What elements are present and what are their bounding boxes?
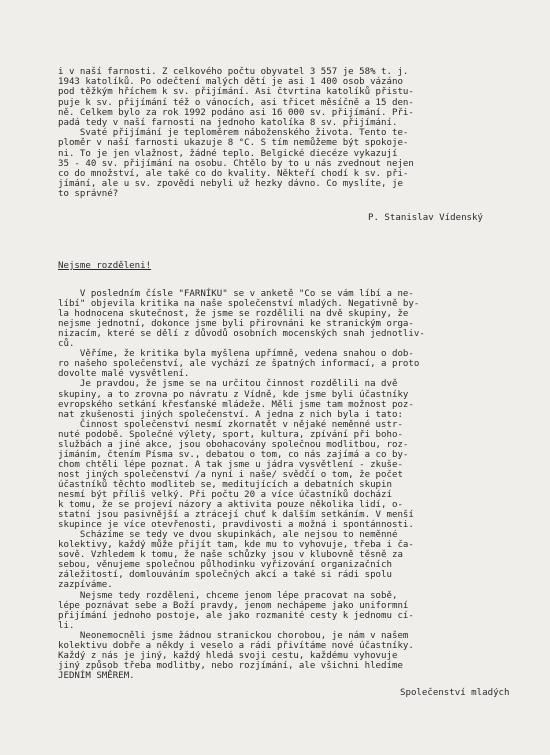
text-line: kolektivy, každý může přijít tam, kde mu to vyhovuje, třeba i ča- [58, 540, 414, 551]
text-line: to správné? [58, 189, 119, 200]
author-signature: P. Stanislav Vídenský [368, 213, 483, 223]
text-line: statní jsou pasivnější a ztrácejí chuť k dalším setkáním. V menší [58, 510, 414, 521]
text-line: jímání, ale u sv. zpovědi nebyli už hezky dávno. Co myslíte, je [58, 179, 403, 190]
text-line: pod těžkým hříchem k sv. přijímání. Asi čtvrtina katolíků přistu- [58, 87, 414, 98]
text-line: nejsme jednotní, dokonce jsme byli přirovnáni ke stranickým orga- [58, 319, 414, 330]
text-line: chom chtěli lépe poznat. A tak jsme u jádra vysvětlení - zkuše- [58, 459, 403, 470]
text-line: kolektivu dobře a někdy i veselo a rádi přivítáme nové účastníky. [58, 640, 414, 651]
text-line: ro našeho společenství, ale vychází ze špatných informací, a proto [58, 359, 420, 370]
text-line: dovolte malé vysvětlení. [58, 369, 190, 380]
text-line: JEDNÍM SMĚREM. [58, 670, 135, 681]
text-line: záležitostí, domlouváním společných akcí a také si rádi spolu [58, 570, 392, 581]
text-line: ni. To je jen vlažnost, žádné teplo. Belgické diecéze vykazují [58, 148, 398, 159]
text-line: V posledním čísle "FARNÍKU" se v anketě "Co se vám líbí a ne- [58, 289, 414, 299]
text-line: sebou, věnujeme společnou půlhodinku vyřizování organizačních [58, 560, 392, 571]
text-line: lépe poznávat sebe a Boží pravdy, jenom nechápeme jako uniformní [58, 600, 409, 611]
text-line: Neonemocněli jsme žádnou stranickou chorobou, je nám v našem [58, 630, 409, 641]
text-line: padá tedy v naší farnosti na jednoho katolíka 8 sv. přijímání. [58, 118, 398, 128]
text-line: Činnost společenství nesmí zkornatět v nějaké neměnné ustr- [58, 419, 403, 430]
text-line: Je pravdou, že jsme se na určitou činnost rozdělili na dvě [58, 379, 398, 390]
text-line: nesmí být příliš velký. Při počtu 20 a více účastníků dochází [58, 490, 392, 500]
text-line: ně. Celkem bylo za rok 1992 podáno asi 16 000 sv. přijímání. Při- [58, 107, 414, 118]
text-line: službách a jiné akce, jsou obohacovány společnou modlitbou, roz- [58, 439, 409, 450]
text-line: Svaté přijímání je teploměrem náboženského života. Tento te- [58, 128, 409, 139]
author-signature: Společenství mladých [400, 688, 510, 698]
text-line: nuté podobě. Společné výlety, sport, kultura, zpívání při boho- [58, 429, 403, 440]
text-line: evropského setkání křesťanské mládeže. Měli jsme tam možnost poz- [58, 399, 414, 410]
text-line: 1943 katolíků. Po odečtení malých dětí je asi 1 400 osob vázáno [58, 77, 403, 88]
text-line: puje k sv. přijímání též o vánocích, asi třicet měsíčně a 15 den- [58, 97, 414, 108]
text-line: skupiny, a to zrovna po návratu z Vídně, kde jsme byli účastníky [58, 389, 409, 400]
text-line: la hodnocena skutečnost, že jsme se rozdělili na dvě skupiny, že [58, 309, 409, 320]
text-line: nizacím, které se dělí z důvodů osobních mocenských snah jednotliv- [58, 329, 425, 340]
text-line: ploměr v naší farnosti ukazuje 8 °C. S tím nemůžeme být spokoje- [58, 138, 409, 149]
text-line: li. [58, 620, 75, 631]
text-line: jímáním, čtením Písma sv., debatou o tom, co nás zajímá a co by- [58, 449, 409, 460]
text-line: co do množství, ale také co do kvality. Někteří chodí k sv. při- [58, 169, 409, 179]
text-line: skupince je více otevřenosti, pravdivosti a možná i spontánnosti. [58, 520, 414, 531]
text-line: sově. Vzhledem k tomu, že naše schůzky jsou v klubovně těsně za [58, 550, 403, 561]
text-line: Věříme, že kritika byla myšlena upřímně, vedena snahou o dob- [58, 349, 414, 360]
text-line: nat zkušenosti jiných společenství. A jedna z nich byla i tato: [58, 409, 403, 420]
text-line: Scházíme se tedy ve dvou skupinkách, ale nejsou to neměnné [58, 530, 398, 541]
text-line: ců. [58, 339, 75, 350]
text-line: Každý z nás je jiný, každý hledá svoji cestu, každému vyhovuje [58, 650, 398, 661]
text-line: k tomu, že se projeví názory a aktivita pouze několika lidí, o- [58, 500, 403, 511]
text-line: jiný způsob třeba modlitby, nebo rozjímání, ale všichni hledíme [58, 660, 403, 671]
article-heading: Nejsme rozděleni! [58, 261, 152, 271]
text-line: Nejsme tedy rozděleni, chceme jenom lépe pracovat na sobě, [58, 590, 398, 601]
text-line: 35 - 40 sv. přijímání na osobu. Chtělo by to u nás zvednout nejen [58, 158, 414, 169]
text-line: i v naší farnosti. Z celkového počtu obyvatel 3 557 je 58% t. j. [58, 67, 409, 77]
text-line: účastníků těchto modliteb se, meditujících a debatních skupin [58, 479, 392, 490]
text-line: nost jiných společenství /a nyní i naše/ svědčí o tom, že počet [58, 469, 403, 480]
text-line: líbí" objevila kritika na naše společenství mladých. Negativně by- [58, 299, 420, 310]
text-line: přijímání jednoho postoje, ale jako rozmanité cesty k jednomu cí- [58, 610, 414, 621]
text-line: zazpíváme. [58, 580, 113, 591]
